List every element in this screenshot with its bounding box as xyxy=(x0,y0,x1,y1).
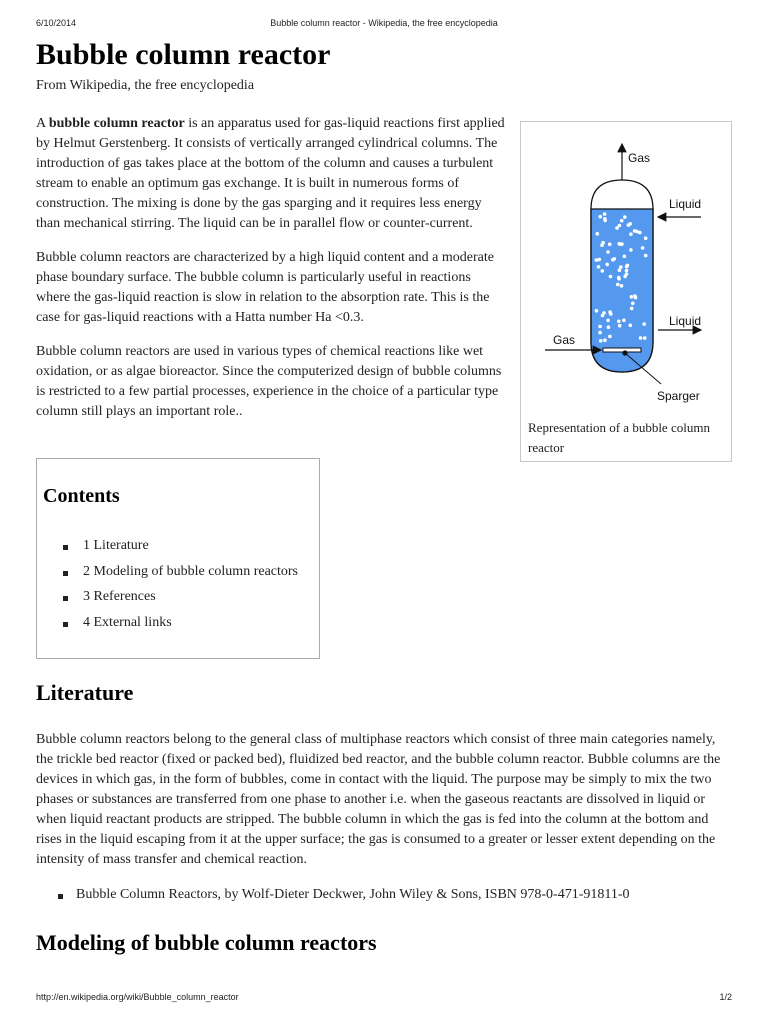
bubble xyxy=(607,325,611,329)
infobox-figure xyxy=(520,121,732,462)
bubble xyxy=(620,284,624,288)
bubble xyxy=(642,322,646,326)
article-title: Bubble column reactor xyxy=(36,38,331,71)
bubble xyxy=(644,236,648,240)
bubble xyxy=(641,246,645,250)
bubble xyxy=(644,254,648,258)
bubble xyxy=(608,243,612,247)
label-liquid-in: Liquid xyxy=(669,197,702,211)
bubble xyxy=(630,307,634,311)
bubble xyxy=(625,272,629,276)
toc-item-literature[interactable]: 1 Literature xyxy=(63,538,298,564)
toc-item-references[interactable]: 3 References xyxy=(63,589,298,615)
toc-item-external-links[interactable]: 4 External links xyxy=(63,615,298,641)
print-header xyxy=(36,18,732,32)
toc-title: Contents xyxy=(43,485,120,507)
bubble xyxy=(605,263,609,267)
bubble xyxy=(608,310,612,314)
bubble xyxy=(609,275,613,279)
bubble xyxy=(615,226,619,230)
bubble xyxy=(608,335,612,339)
bubble xyxy=(618,268,622,272)
bubble xyxy=(601,241,605,245)
print-page-number: 1/2 xyxy=(719,992,732,1002)
intro-paragraph-2: Bubble column reactors are characterized by a high liquid content and a moderate phase boundary surface. The bubble column is particularly useful in reactions where the gas-liquid reaction is slow in relation to the absorption rate. This is the case for gas-liquid reactions with a Hatta number Ha <0.3. xyxy=(36,250,494,325)
bubble xyxy=(629,324,633,328)
bubble xyxy=(606,250,610,254)
bubble xyxy=(599,215,603,219)
bubble xyxy=(603,212,607,216)
intro-section xyxy=(36,114,506,436)
lead-rest: is an apparatus used for gas-liquid reactions first applied by Helmut Gerstenberg. It consists of vertically arranged cylindrical columns. The introduction of gas takes place at the bottom of the column and causes a turbulent stream to enable an optimum gas exchange. It is built in numerous forms of construction. The mixing is done by the gas sparging and it requires less energy than mechanical stirring. The liquid can be in parallel flow or counter-current. xyxy=(36,116,505,231)
bubble xyxy=(635,230,639,234)
bubble xyxy=(619,242,623,246)
bubble xyxy=(630,295,634,299)
intro-paragraph-3: Bubble column reactors are used in various types of chemical reactions like wet oxidation, or as algae bioreactor. Since the computerized design of bubble columns is restricted to a few partial processes, experience in the choice of a particular type column still plays an important role.. xyxy=(36,344,502,419)
bubble xyxy=(617,320,621,324)
bubble xyxy=(611,258,615,262)
bubble xyxy=(629,232,633,236)
bubble xyxy=(616,283,620,287)
bubble xyxy=(633,294,637,298)
label-sparger: Sparger xyxy=(657,389,700,403)
label-gas-top: Gas xyxy=(628,151,651,165)
bubble xyxy=(599,339,603,343)
bubble xyxy=(629,248,633,252)
bubble xyxy=(619,265,623,269)
bubble xyxy=(603,338,607,342)
intro-paragraph-1 xyxy=(36,114,506,234)
bubble xyxy=(601,314,605,318)
bubble xyxy=(597,265,601,269)
print-footer xyxy=(36,992,732,1006)
bubble xyxy=(617,276,621,280)
bubble xyxy=(626,264,630,268)
literature-paragraph: Bubble column reactors belong to the general class of multiphase reactors which consist of three main categories namely, the trickle bed reactor (fixed or packed bed), fluidized bed reactor, and the bubble column reactor. Bubble columns are the devices in which gas, in the form of bubbles, come in contact with the liquid. The purpose may be simply to mix the two phases or substances are transferred from one phase to another i.e. when the gaseous reactants are dissolved in liquid or when liquid reactant products are stripped. The bubble column in which the gas is fed into the column at the bottom and rises in the liquid escaping from it at the upper surface; the gas is consumed to a greater or lesser extent depending on the intensity of mass transfer and chemical reaction. xyxy=(36,732,721,867)
toc-item-modeling[interactable]: 2 Modeling of bubble column reactors xyxy=(63,564,298,590)
reference-list-item: Bubble Column Reactors, by Wolf-Dieter Deckwer, John Wiley & Sons, ISBN 978-0-471-91811-0 xyxy=(58,887,630,903)
bubble xyxy=(627,223,631,227)
sparger-plate xyxy=(603,348,641,352)
from-line: From Wikipedia, the free encyclopedia xyxy=(36,78,255,93)
bubble xyxy=(603,217,607,221)
bubble xyxy=(623,215,627,219)
lead-bold-term: bubble column reactor xyxy=(48,116,185,131)
bubble xyxy=(601,269,605,273)
print-date: 6/10/2014 xyxy=(36,18,77,28)
lead-prefix: A xyxy=(36,116,49,131)
figure-caption: Representation of a bubble column reactor xyxy=(528,420,710,455)
bubble xyxy=(625,269,629,273)
table-of-contents xyxy=(36,458,320,659)
bubble xyxy=(620,219,624,223)
bubble xyxy=(623,255,627,259)
label-liquid-out: Liquid xyxy=(669,314,702,328)
bubble xyxy=(618,324,622,328)
bubble xyxy=(606,319,610,323)
bubble-column-diagram xyxy=(521,122,733,414)
heading-modeling: Modeling of bubble column reactors xyxy=(36,930,377,955)
bubble xyxy=(595,309,599,313)
bubble xyxy=(643,336,647,340)
heading-literature: Literature xyxy=(36,680,134,705)
bubble xyxy=(639,336,643,340)
bubble xyxy=(598,331,602,335)
print-page-title: Bubble column reactor - Wikipedia, the free encyclopedia xyxy=(270,18,498,28)
print-url: http://en.wikipedia.org/wiki/Bubble_column_reactor xyxy=(36,992,239,1002)
bubble xyxy=(598,258,602,262)
label-gas-in: Gas xyxy=(553,333,576,347)
bubble xyxy=(622,319,626,323)
bubble xyxy=(631,302,635,306)
toc-list xyxy=(63,538,298,641)
bubble xyxy=(598,325,602,329)
bubble xyxy=(596,232,600,236)
